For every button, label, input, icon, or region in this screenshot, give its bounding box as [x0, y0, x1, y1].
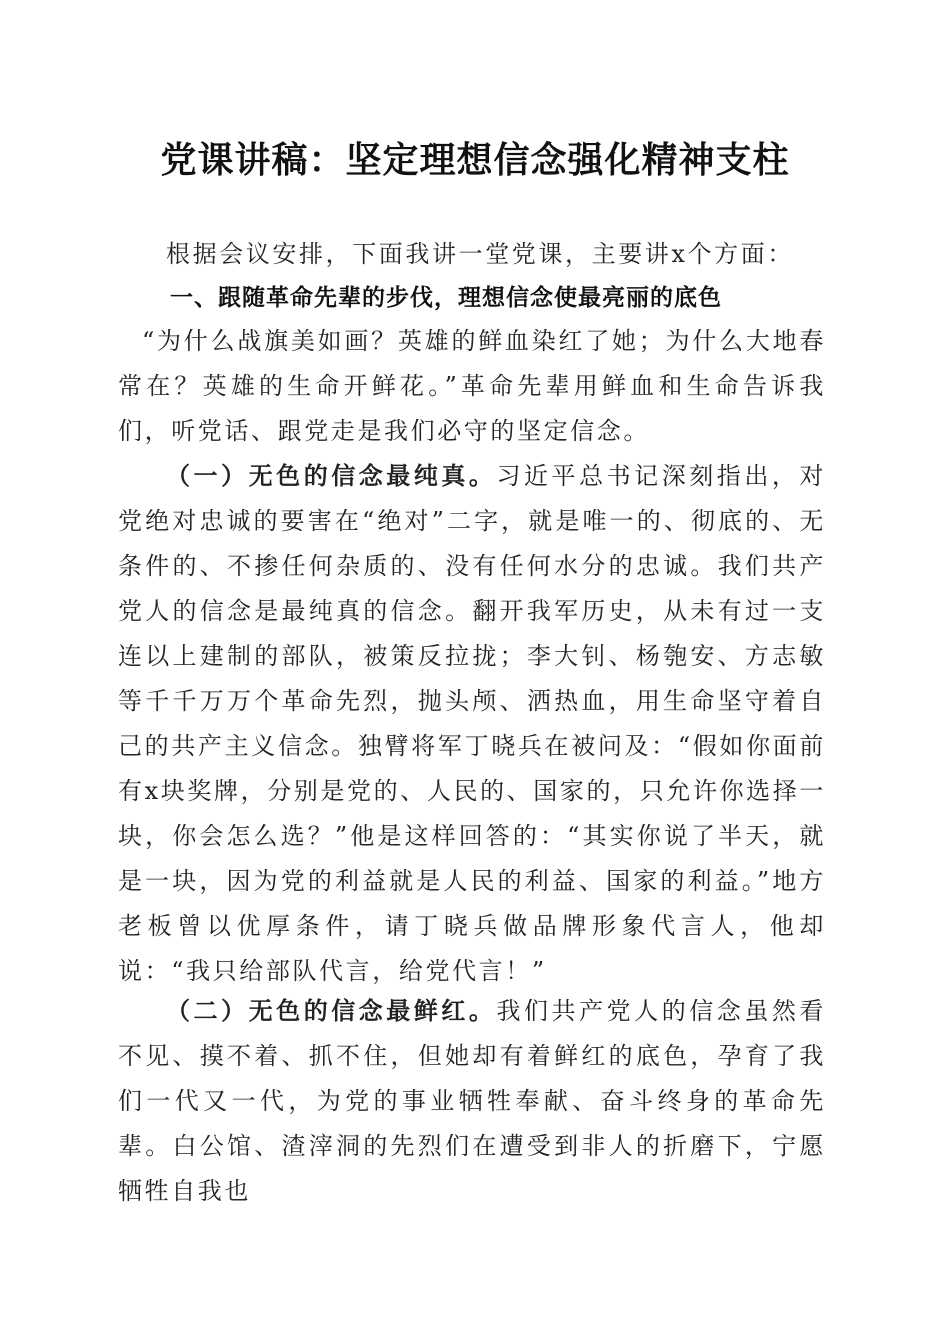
section-heading-1: 一、跟随革命先辈的步伐，理想信念使最亮丽的底色: [170, 285, 722, 311]
subsection-1-text: [118, 453, 826, 994]
subsection-2-body: 我们共产党人的信念虽然看不见、摸不着、抓不住，但她却有着鲜红的底色，孕育了我们一代又一代，为党的事业牺牲奉献、奋斗终身的革命先辈。白公馆、渣滓洞的先烈们在遭受到非人的折磨下，宁愿牺牲自我也: [118, 997, 826, 1205]
paragraph-1: [118, 319, 826, 454]
subsection-2: [118, 988, 826, 1214]
document-title: 党课讲稿：坚定理想信念强化精神支柱: [160, 139, 790, 181]
intro-text: 根据会议安排，下面我讲一堂党课，主要讲x个方面：: [166, 240, 794, 268]
subsection-2-text: [118, 988, 826, 1214]
subsection-1-lead: （一）无色的信念最纯真。: [166, 461, 497, 490]
subsection-2-lead: （二）无色的信念最鲜红。: [166, 996, 497, 1025]
paragraph-1-text: “为什么战旗美如画？英雄的鲜血染红了她；为什么大地春常在？英雄的生命开鲜花。”革命先辈用鲜血和生命告诉我们，听党话、跟党走是我们必守的坚定信念。: [118, 327, 826, 445]
intro-paragraph: [118, 232, 826, 277]
subsection-1: [118, 453, 826, 994]
subsection-1-body: 习近平总书记深刻指出，对党绝对忠诚的要害在“绝对”二字，就是唯一的、彻底的、无条件的、不掺任何杂质的、没有任何水分的忠诚。我们共产党人的信念是最纯真的信念。翻开我军历史，从未有过一支连以上建制的部队，被策反拉拢；李大钊、杨匏安、方志敏等千千万万个革命先烈，抛头颅、洒热血，用生命坚守着自己的共产主义信念。独臂将军丁晓兵在被问及：“假如你面前有x块奖牌，分别是党的、人民的、国家的，只允许你选择一块，你会怎么选？”他是这样回答的：“其实你说了半天，就是一块，因为党的利益就是人民的利益、国家的利益。”地方老板曾以优厚条件，请丁晓兵做品牌形象代言人，他却说：“我只给部队代言，给党代言！”: [118, 462, 826, 985]
